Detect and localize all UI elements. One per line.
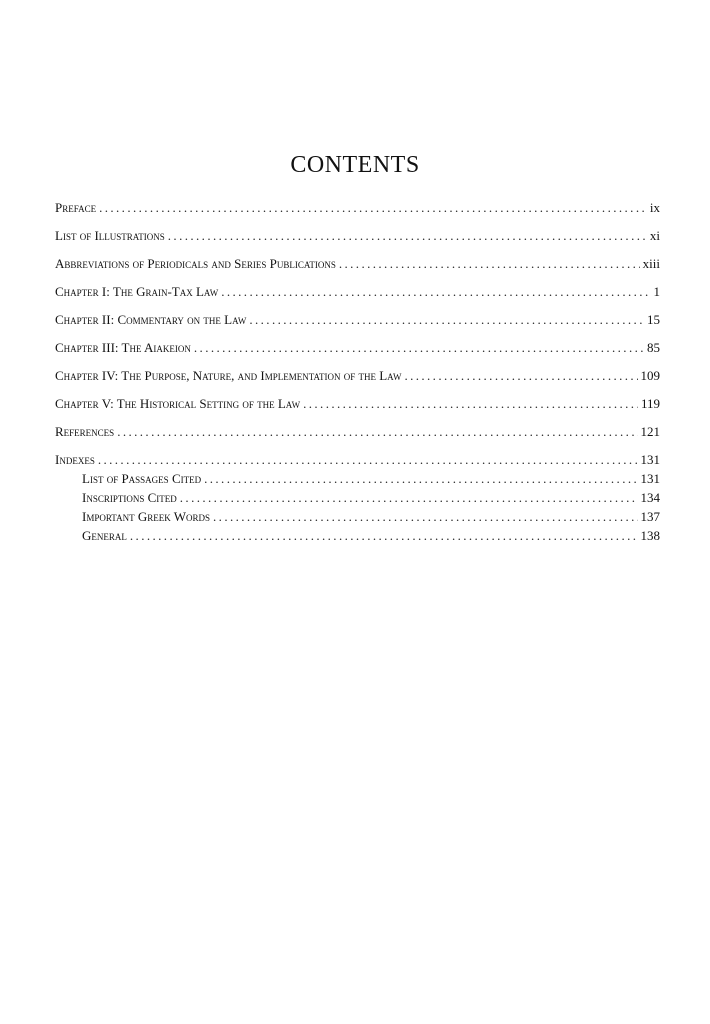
toc-entry-abbreviations[interactable] xyxy=(55,256,660,275)
toc-entry-list-of-illustrations[interactable] xyxy=(55,228,660,247)
toc-entry-label: Chapter V: The Historical Setting of the Law xyxy=(55,396,301,411)
toc-entry-label: References xyxy=(55,424,115,439)
toc-subentry-page: 138 xyxy=(640,528,660,543)
dot-leader xyxy=(99,200,647,216)
toc-entry-chapter-4[interactable] xyxy=(55,368,660,387)
toc-subentry-page: 134 xyxy=(640,490,660,505)
toc-subentry-page: 137 xyxy=(640,509,660,524)
toc-subentry-label: List of Passages Cited xyxy=(82,471,202,486)
toc-entry-page: 119 xyxy=(640,396,660,411)
toc-subentry-passages-cited[interactable] xyxy=(55,471,660,490)
toc-entry-chapter-3[interactable] xyxy=(55,340,660,359)
toc-entry-page: 1 xyxy=(653,284,660,299)
toc-subentry-label: Important Greek Words xyxy=(82,509,211,524)
dot-leader xyxy=(98,452,638,468)
dot-leader xyxy=(221,284,650,300)
toc-entry-label: Chapter III: The Aiakeion xyxy=(55,340,191,355)
toc-entry-page: 121 xyxy=(640,424,660,439)
toc-entry-label: Chapter IV: The Purpose, Nature, and Implementation of the Law xyxy=(55,368,402,383)
toc-entry-page: 85 xyxy=(647,340,660,355)
toc-subentry-label: Inscriptions Cited xyxy=(82,490,177,505)
page-title: CONTENTS xyxy=(290,152,420,178)
toc-entry-page: 109 xyxy=(640,368,660,383)
dot-leader xyxy=(404,368,637,384)
toc-subentry-greek-words[interactable] xyxy=(55,509,660,528)
toc-entry-label: List of Illustrations xyxy=(55,228,165,243)
toc-entry-label: Preface xyxy=(55,200,97,215)
toc-entry-preface[interactable] xyxy=(55,200,660,219)
table-of-contents xyxy=(55,200,660,556)
toc-subentry-general[interactable] xyxy=(55,528,660,547)
toc-subentry-inscriptions-cited[interactable] xyxy=(55,490,660,509)
toc-entry-page: 131 xyxy=(640,452,660,467)
toc-subentry-page: 131 xyxy=(640,471,660,486)
dot-leader xyxy=(303,396,638,412)
dot-leader xyxy=(249,312,644,328)
dot-leader xyxy=(194,340,644,356)
dot-leader xyxy=(339,256,640,272)
toc-entry-chapter-5[interactable] xyxy=(55,396,660,415)
toc-entry-label: Indexes xyxy=(55,452,95,467)
dot-leader xyxy=(117,424,637,440)
dot-leader xyxy=(168,228,647,244)
toc-entry-chapter-2[interactable] xyxy=(55,312,660,331)
toc-entry-references[interactable] xyxy=(55,424,660,443)
toc-entry-label: Chapter I: The Grain-Tax Law xyxy=(55,284,219,299)
toc-entry-page: 15 xyxy=(647,312,660,327)
toc-entry-indexes[interactable] xyxy=(55,452,660,471)
dot-leader xyxy=(213,509,637,525)
toc-entry-page: xiii xyxy=(642,256,660,271)
toc-subentry-label: General xyxy=(82,528,127,543)
dot-leader xyxy=(204,471,637,487)
toc-entry-page: xi xyxy=(649,228,660,243)
toc-entry-chapter-1[interactable] xyxy=(55,284,660,303)
dot-leader xyxy=(180,490,638,506)
toc-entry-label: Chapter II: Commentary on the Law xyxy=(55,312,247,327)
toc-entry-label: Abbreviations of Periodicals and Series Publications xyxy=(55,256,336,271)
toc-entry-page: ix xyxy=(649,200,660,215)
dot-leader xyxy=(130,528,638,544)
